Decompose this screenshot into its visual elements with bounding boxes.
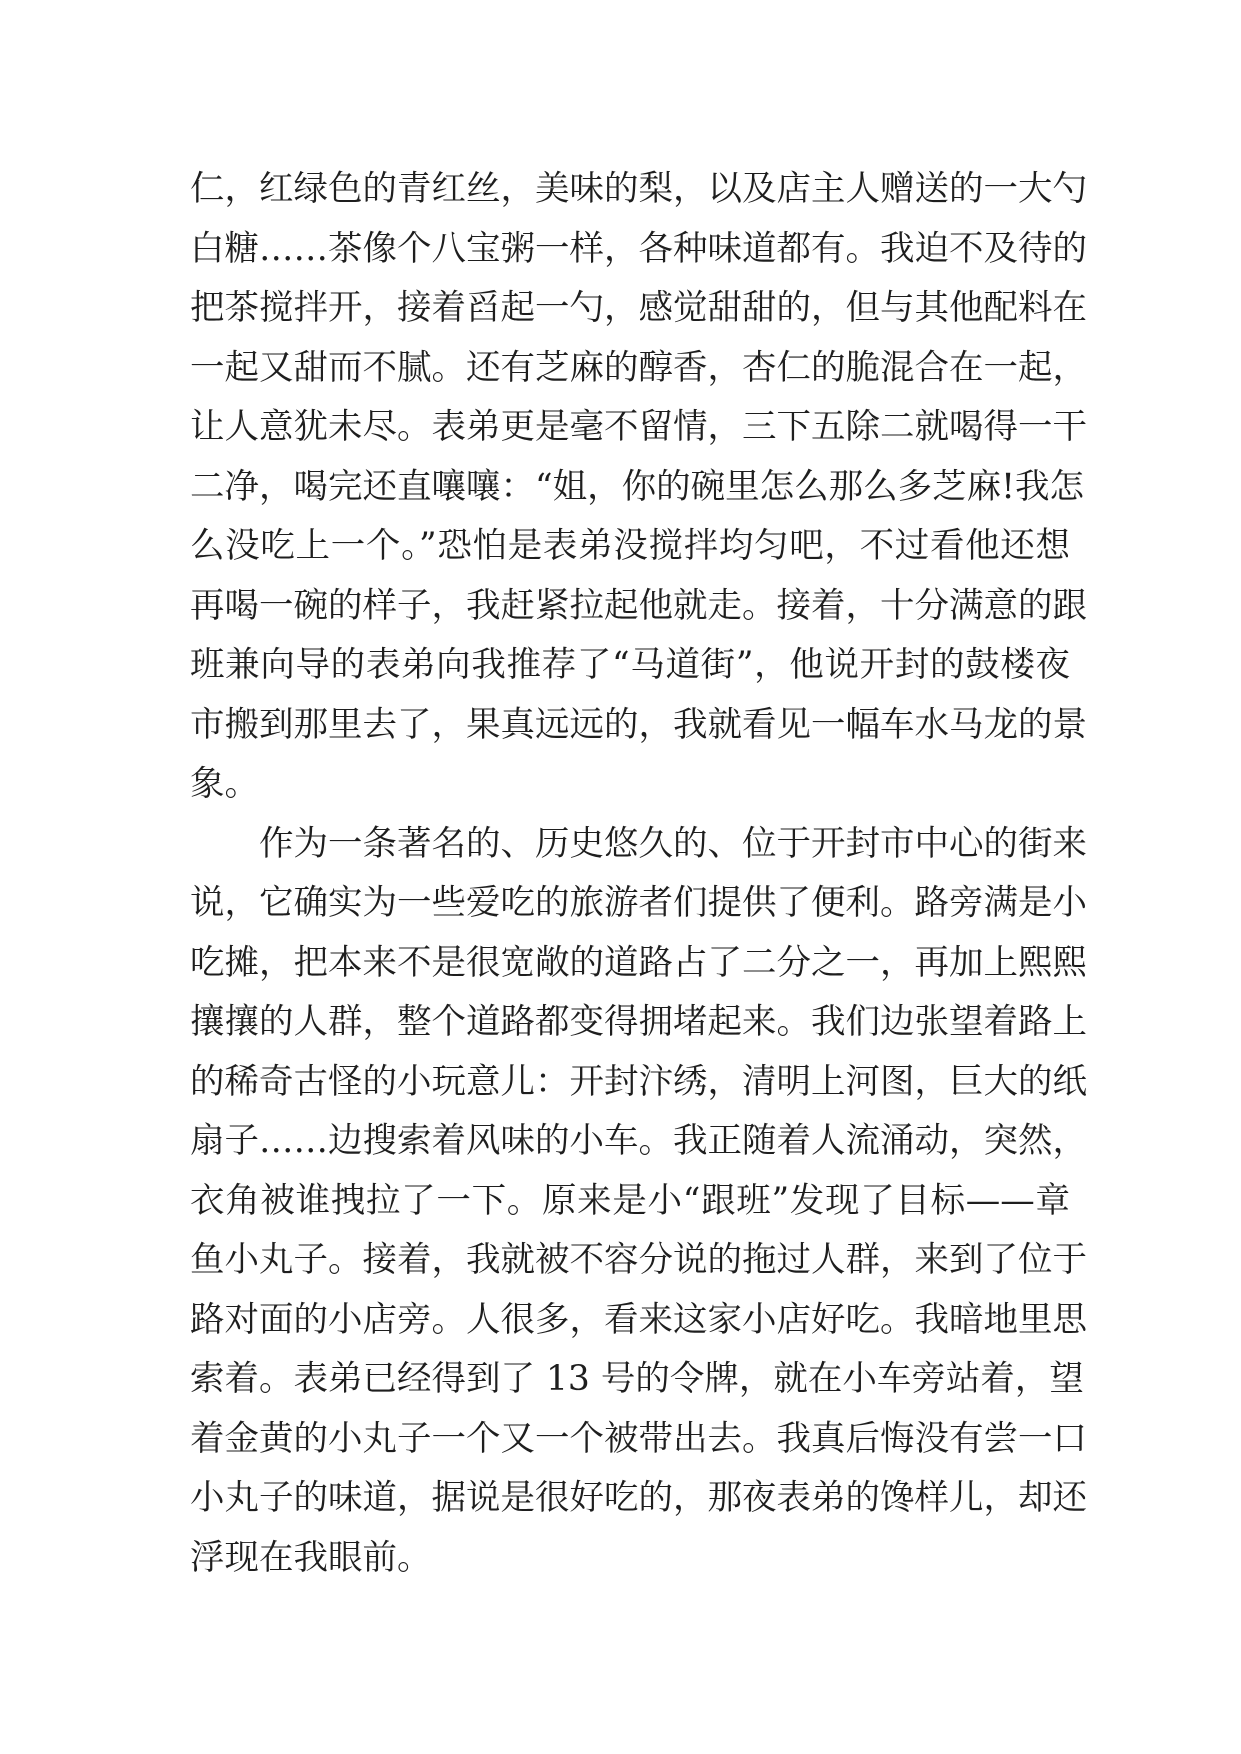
text-line: 仁，红绿色的青红丝，美味的梨，以及店主人赠送的一大勺 (190, 169, 1087, 209)
text-line: 让人意犹未尽。表弟更是毫不留情，三下五除二就喝得一干 (190, 407, 1087, 447)
text-line: 把茶搅拌开，接着舀起一勺，感觉甜甜的，但与其他配料在 (190, 288, 1087, 328)
text-line: 吃摊，把本来不是很宽敞的道路占了二分之一，再加上熙熙 (190, 942, 1087, 983)
text-line: 路对面的小店旁。人很多，看来这家小店好吃。我暗地里思 (190, 1299, 1087, 1340)
text-line: 小丸子的味道，据说是很好吃的，那夜表弟的馋样儿，却还 (190, 1478, 1087, 1518)
paragraph-1 (190, 160, 1087, 815)
text-line: 着金黄的小丸子一个又一个被带出去。我真后悔没有尝一口 (190, 1418, 1087, 1459)
text-line: 作为一条著名的、历史悠久的、位于开封市中心的街来 (190, 823, 1087, 864)
text-line: 攘攘的人群，整个道路都变得拥堵起来。我们边张望着路上 (190, 1002, 1087, 1042)
text-line: 浮现在我眼前。 (190, 1537, 432, 1578)
text-line: 二净，喝完还直嚷嚷：“姐，你的碗里怎么那么多芝麻!我怎 (190, 466, 1084, 507)
paragraph-2 (190, 815, 1087, 1589)
text-line: 衣角被谁拽拉了一下。原来是小“跟班”发现了目标——章 (190, 1180, 1070, 1221)
text-line: 一起又甜而不腻。还有芝麻的醇香，杏仁的脆混合在一起， (190, 347, 1087, 388)
text-line: 再喝一碗的样子，我赶紧拉起他就走。接着，十分满意的跟 (190, 585, 1087, 626)
text-line: 说，它确实为一些爱吃的旅游者们提供了便利。路旁满是小 (190, 883, 1087, 923)
body-text (190, 160, 1087, 1588)
text-line: 索着。表弟已经得到了 13 号的令牌，就在小车旁站着，望 (190, 1359, 1084, 1399)
text-line: 的稀奇古怪的小玩意儿：开封汴绣，清明上河图，巨大的纸 (190, 1061, 1087, 1102)
text-line: 么没吃上一个。”恐怕是表弟没搅拌均匀吧，不过看他还想 (190, 526, 1070, 566)
text-line: 鱼小丸子。接着，我就被不容分说的拖过人群，来到了位于 (190, 1240, 1087, 1280)
text-line: 班兼向导的表弟向我推荐了“马道街”，他说开封的鼓楼夜 (190, 645, 1070, 685)
text-line: 象。 (190, 764, 259, 804)
text-line: 白糖……茶像个八宝粥一样，各种味道都有。我迫不及待的 (190, 228, 1087, 269)
text-line: 市搬到那里去了，果真远远的，我就看见一幅车水马龙的景 (190, 704, 1087, 745)
text-line: 扇子……边搜索着风味的小车。我正随着人流涌动，突然， (190, 1121, 1087, 1161)
